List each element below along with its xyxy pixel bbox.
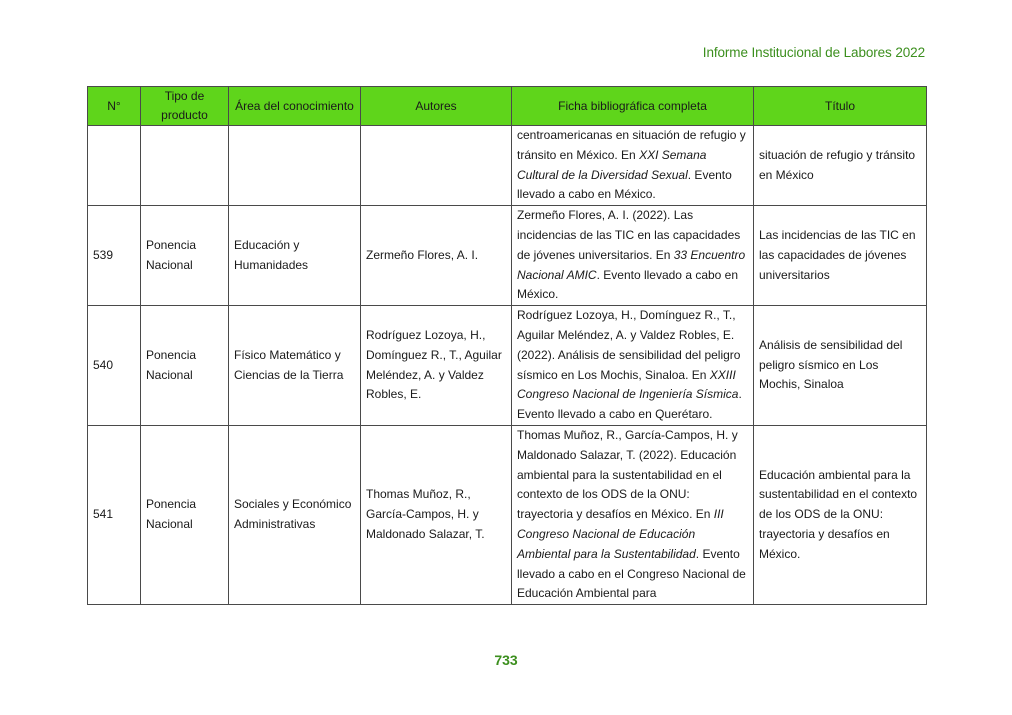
- table-row-continuation: [88, 126, 927, 206]
- citation-event-name: XXIII Congreso Nacional de Ingeniería Sísmica: [517, 367, 739, 402]
- cell-number: [88, 126, 141, 206]
- cell-product-type: Ponencia Nacional: [141, 425, 229, 604]
- cell-authors: Rodríguez Lozoya, H., Domínguez R., T., Aguilar Meléndez, A. y Valdez Robles, E.: [361, 306, 512, 426]
- citation-event-name: 33 Encuentro Nacional AMIC: [517, 247, 746, 282]
- citation-text: [517, 126, 748, 205]
- cell-title: Análisis de sensibilidad del peligro sísmico en Los Mochis, Sinaloa: [754, 306, 927, 426]
- cell-knowledge-area: Físico Matemático y Ciencias de la Tierra: [229, 306, 361, 426]
- col-header-number: N°: [88, 87, 141, 126]
- citation-segment: centroamericanas en situación de refugio y tránsito en México. En: [517, 128, 746, 162]
- table-row: [88, 206, 927, 306]
- citation-text: [517, 306, 748, 425]
- cell-knowledge-area: [229, 126, 361, 206]
- citation-event-name: III Congreso Nacional de Educación Ambiental para la Sustentabilidad: [517, 507, 724, 561]
- citation-segment: Thomas Muñoz, R., García-Campos, H. y Maldonado Salazar, T. (2022). Educación ambiental para la sustentabilidad en el contexto de los ODS de la ONU: trayectoria y desafíos en México. En: [517, 427, 738, 522]
- cell-knowledge-area: Educación y Humanidades: [229, 206, 361, 306]
- running-header-title: Informe Institucional de Labores 2022: [702, 45, 925, 60]
- cell-title: Las incidencias de las TIC en las capacidades de jóvenes universitarios: [754, 206, 927, 306]
- table-row: [88, 425, 927, 604]
- col-header-citation: Ficha bibliográfica completa: [512, 87, 754, 126]
- citation-event-name: XXI Semana Cultural de la Diversidad Sexual: [517, 147, 707, 182]
- col-header-product-type: Tipo de producto: [141, 87, 229, 126]
- citation-segment: . Evento llevado a cabo en el Congreso Nacional de Educación Ambiental para: [517, 546, 746, 601]
- citation-segment: Zermeño Flores, A. I. (2022). Las incidencias de las TIC en las capacidades de jóvenes universitarios. En: [517, 208, 741, 262]
- cell-product-type: Ponencia Nacional: [141, 306, 229, 426]
- citation-text: [517, 206, 748, 305]
- citation-segment: . Evento llevado a cabo en México.: [517, 167, 732, 202]
- cell-authors: Zermeño Flores, A. I.: [361, 206, 512, 306]
- cell-authors: [361, 126, 512, 206]
- cell-citation: [512, 425, 754, 604]
- col-header-title: Título: [754, 87, 927, 126]
- citation-segment: Rodríguez Lozoya, H., Domínguez R., T., Aguilar Meléndez, A. y Valdez Robles, E. (2022). Análisis de sensibilidad del peligro sísmico en Los Mochis, Sinaloa. En: [517, 308, 741, 382]
- table-header: [88, 87, 927, 126]
- col-header-authors: Autores: [361, 87, 512, 126]
- header-row: [88, 87, 927, 126]
- cell-product-type: Ponencia Nacional: [141, 206, 229, 306]
- cell-citation: [512, 306, 754, 426]
- cell-number: 539: [88, 206, 141, 306]
- cell-title: situación de refugio y tránsito en México: [754, 126, 927, 206]
- cell-number: 540: [88, 306, 141, 426]
- cell-product-type: [141, 126, 229, 206]
- citation-segment: . Evento llevado a cabo en México.: [517, 267, 739, 302]
- citation-text: [517, 426, 748, 604]
- products-table: [87, 86, 927, 605]
- cell-citation: [512, 206, 754, 306]
- col-header-knowledge-area: Área del conocimiento: [229, 87, 361, 126]
- table-body: [88, 126, 927, 605]
- cell-knowledge-area: Sociales y Económico Administrativas: [229, 425, 361, 604]
- table-row: [88, 306, 927, 426]
- cell-title: Educación ambiental para la sustentabilidad en el contexto de los ODS de la ONU: trayectoria y desafíos en México.: [754, 425, 927, 604]
- citation-segment: . Evento llevado a cabo en Querétaro.: [517, 387, 742, 422]
- cell-authors: Thomas Muñoz, R., García-Campos, H. y Maldonado Salazar, T.: [361, 425, 512, 604]
- page-number: 733: [494, 652, 518, 668]
- cell-citation: [512, 126, 754, 206]
- cell-number: 541: [88, 425, 141, 604]
